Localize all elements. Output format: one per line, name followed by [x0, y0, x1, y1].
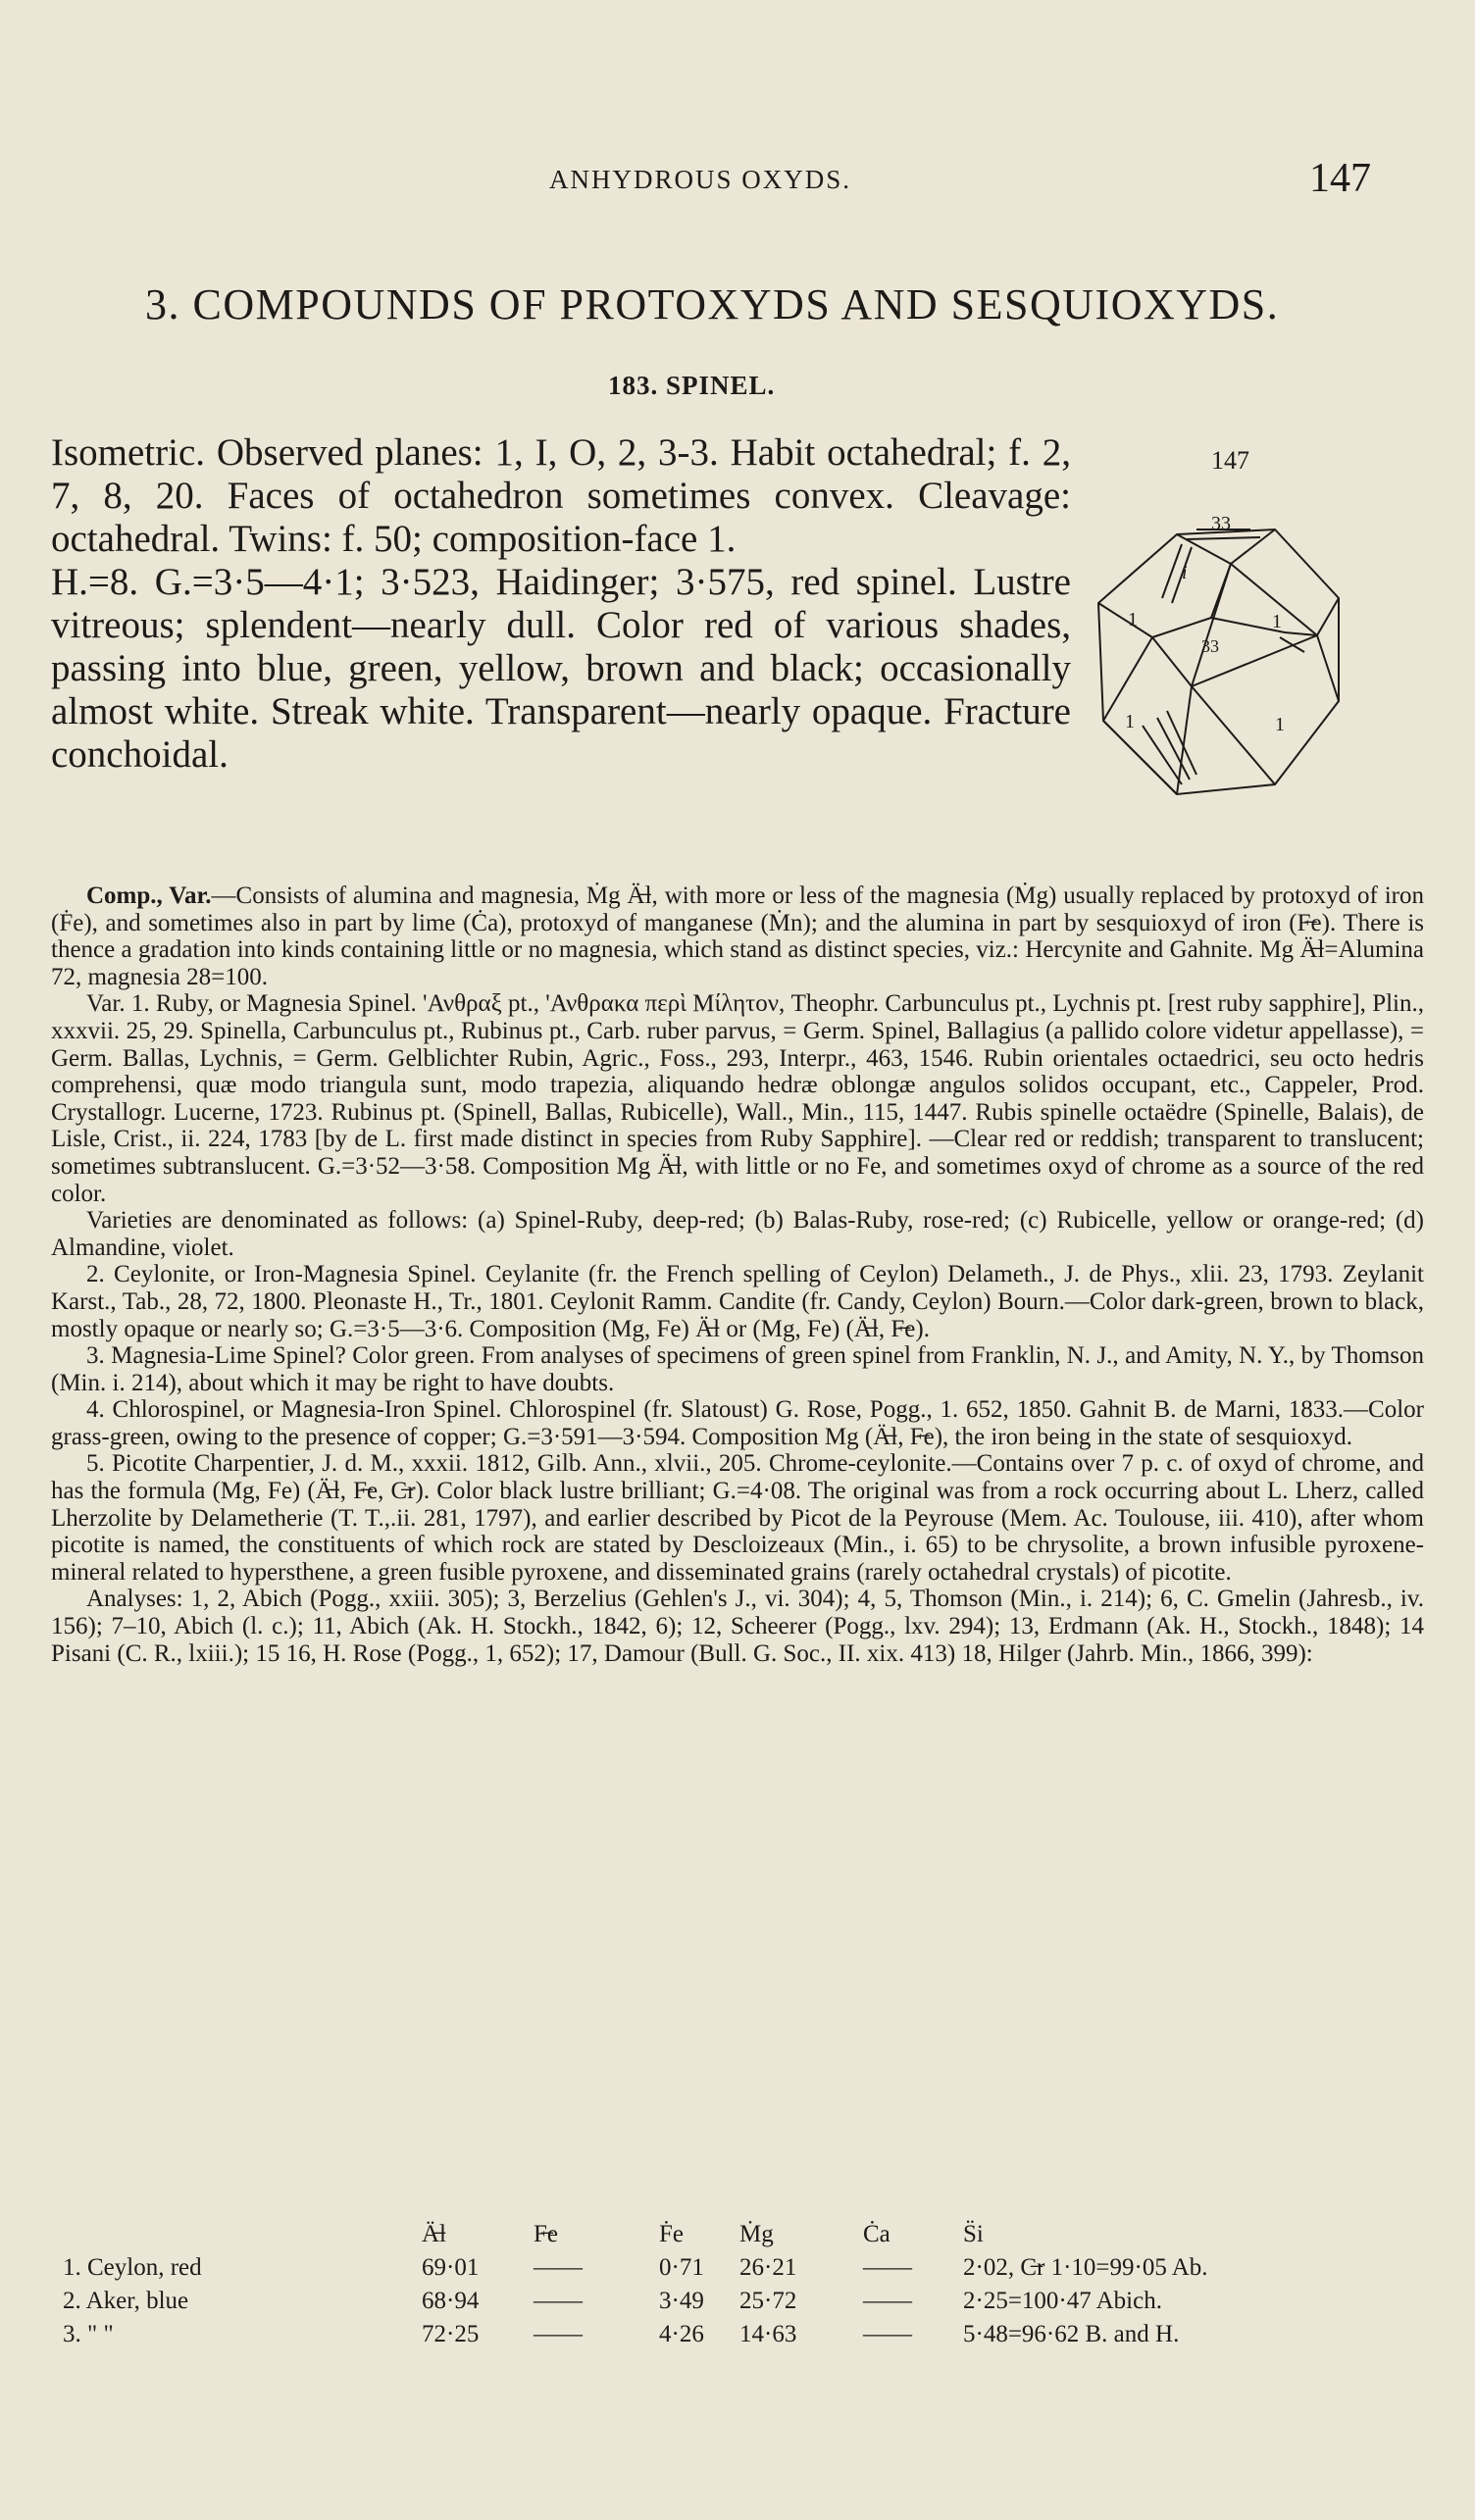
intro-description [51, 431, 1071, 777]
crystal-outline [1098, 529, 1339, 794]
paragraph-head: Comp., Var. [86, 882, 212, 909]
face-label: 1 [1272, 611, 1282, 632]
row-label: 1. Ceylon, red [63, 2254, 202, 2281]
paragraph: Analyses: 1, 2, Abich (Pogg., xxiii. 305); 3, Berzelius (Gehlen's J., vi. 304); 4, 5, Thomson (Min., i. 214); 6, C. Gmelin (Jahresb., iv. 156); 7–10, Abich (l. c.); 11, Abich (Ak. H. Stockh., 1842, 6); 12, Scheerer (Pogg., lxv. 294); 13, Erdmann (Ak. H., Stockh., 1848); 14 Pisani (C. R., lxiii.); 15 16, H. Rose (Pogg., 1, 652); 17, Damour (Bull. G. Soc., II. xix. 413) 18, Hilger (Jahrb. Min., 1866, 399): [51, 1586, 1424, 1667]
paragraph: 2. Ceylonite, or Iron-Magnesia Spinel. Ceylanite (fr. the French spelling of Ceylon) Delameth., J. de Phys., xlii. 23, 1793. Zeylanit Karst., Tab., 28, 72, 1800. Pleonaste H., Tr., 1801. Ceylonit Ramm. Candite (fr. Candy, Ceylon) Bourn.—Color dark-green, brown to black, mostly opaque or nearly so; G.=3·5—3·6. Composition (Mg, Fe) Ä̶l or (Mg, Fe) (Ä̶l, F̶e). [51, 1261, 1424, 1342]
cell: 0·71 [659, 2254, 704, 2281]
column-header: Ṁg [739, 2221, 774, 2247]
row-label: 2. Aker, blue [63, 2288, 189, 2314]
cell: 5·48=96·62 B. and H. [963, 2321, 1180, 2347]
row-label: 3. " " [63, 2321, 114, 2347]
table-row [51, 2254, 1424, 2288]
cell: 25·72 [739, 2288, 797, 2314]
table-row [51, 2321, 1424, 2354]
cell: 2·02, C̶r 1·10=99·05 Ab. [963, 2254, 1208, 2281]
column-header: Ċa [863, 2221, 890, 2247]
paragraph: Varieties are denominated as follows: (a) Spinel-Ruby, deep-red; (b) Balas-Ruby, rose-red; (c) Rubicelle, yellow or orange-red; (d) Almandine, violet. [51, 1207, 1424, 1261]
running-head: ANHYDROUS OXYDS. [549, 165, 852, 194]
face-label: 1 [1125, 711, 1135, 732]
cell: 3·49 [659, 2288, 704, 2314]
cell: 69·01 [422, 2254, 480, 2281]
cell: —— [534, 2254, 583, 2281]
paragraph: 5. Picotite Charpentier, J. d. M., xxxii. 1812, Gilb. Ann., xlvii., 205. Chrome-ceylonite.—Contains over 7 p. c. of oxyd of chrome, and has the formula (Mg, Fe) (Ä̶l, F̶e, C̶r). Color black lustre brilliant; G.=4·08. The original was from a rock occurring about L. Lherz, called Lherzolite by Delametherie (T. T.,.ii. 281, 1797), and earlier described by Picot de la Peyrouse (Mem. Ac. Toulouse, iii. 410), after whom picotite is named, the constituents of which rock are stated by Descloizeaux (Min., i. 65) to be chrysolite, a brown infusible pyroxene-mineral related to hypersthene, a green fusible pyroxene, and disseminated grains (rarely octahedral crystals) of picotite. [51, 1450, 1424, 1586]
cell: —— [534, 2288, 583, 2314]
column-header: Ḟe [659, 2221, 684, 2247]
column-header: S̈i [963, 2221, 984, 2247]
paragraph: 3. Magnesia-Lime Spinel? Color green. From analyses of specimens of green spinel from Franklin, N. J., and Amity, N. Y., by Thomson (Min. i. 214), about which it may be right to have doubts. [51, 1342, 1424, 1396]
table-header-row [51, 2221, 1424, 2254]
column-header: Ä̶l [422, 2221, 446, 2247]
face-label: 33 [1211, 513, 1231, 534]
paragraph: Var. 1. Ruby, or Magnesia Spinel. 'Ανθραξ pt., 'Ανθρακα περὶ Μίλητον, Theophr. Carbunculus pt., Lychnis pt. [rest ruby sapphire], Plin., xxxvii. 25, 29. Spinella, Carbunculus pt., Rubinus pt., Carb. ruber parvus, = Germ. Spinel, Ballagius (a pallido colore videtur appellasse), = Germ. Ballas, Lychnis, = Germ. Gelblichter Rubin, Agric., Foss., 293, Interpr., 463, 1546. Rubin orientales octaedrici, seu octo hedris comprehensi, quæ modo triangula sunt, modo trapezia, aliquando hedræ oblongæ angulos solidos occupant, etc., Cappeler, Prod. Crystallogr. Lucerne, 1723. Rubinus pt. (Spinell, Ballas, Rubicelle), Wall., Min., 115, 1447. Rubis spinelle octaëdre (Spinelle, Balais), de Lisle, Crist., ii. 224, 1783 [by de L. first made distinct in species from Ruby Sapphire]. —Clear red or reddish; transparent to translucent; sometimes subtranslucent. G.=3·52—3·58. Composition Mg Ä̶l, with little or no Fe, and sometimes oxyd of chrome as a source of the red color. [51, 990, 1424, 1207]
paragraph: 4. Chlorospinel, or Magnesia-Iron Spinel. Chlorospinel (fr. Slatoust) G. Rose, Pogg., 1. 652, 1850. Gahnit B. de Marni, 1833.—Color grass-green, owing to the presence of copper; G.=3·591—3·594. Composition Mg (Ä̶l, F̶e), the iron being in the state of sesquioxyd. [51, 1396, 1424, 1450]
description-body [51, 882, 1424, 1667]
paragraph-text: —Consists of alumina and magnesia, Ṁg Ä̶l, with more or less of the magnesia (Ṁg) usually replaced by protoxyd of iron (Ḟe), and sometimes also in part by lime (Ċa), protoxyd of manganese (Ṁn); and the alumina in part by sesquioxyd of iron (F̶e). There is thence a gradation into kinds containing little or no magnesia, which stand as distinct species, viz.: Hercynite and Gahnite. Mg Ä̶l=Alumina 72, magnesia 28=100. [51, 882, 1424, 990]
cell: —— [863, 2321, 912, 2347]
cell: —— [534, 2321, 583, 2347]
cell: —— [863, 2288, 912, 2314]
crystal-figure [1084, 490, 1407, 838]
cell: 2·25=100·47 Abich. [963, 2288, 1162, 2314]
table-row [51, 2288, 1424, 2321]
intro-paragraph: Isometric. Observed planes: 1, I, O, 2, 3-3. Habit octahedral; f. 2, 7, 8, 20. Faces of octahedron sometimes convex. Cleavage: octahedral. Twins: f. 50; composition-face 1. [51, 431, 1071, 560]
face-label: 1 [1275, 714, 1285, 735]
cell: 4·26 [659, 2321, 704, 2347]
cell: 14·63 [739, 2321, 797, 2347]
figure-number: 147 [1211, 446, 1249, 475]
species-title: 183. SPINEL. [608, 371, 776, 400]
page-number: 147 [1309, 156, 1371, 201]
column-header: F̶e [534, 2221, 558, 2247]
face-label: i [1182, 562, 1188, 583]
cell: 68·94 [422, 2288, 480, 2314]
face-label: 33 [1201, 636, 1219, 656]
face-label: 1 [1128, 609, 1138, 630]
intro-paragraph: H.=8. G.=3·5—4·1; 3·523, Haidinger; 3·575, red spinel. Lustre vitreous; splendent—nearly dull. Color red of various shades, passing into blue, green, yellow, brown and black; occasionally almost white. Streak white. Transparent—nearly opaque. Fracture conchoidal. [51, 561, 1071, 776]
analyses-table [51, 2221, 1424, 2354]
cell: 26·21 [739, 2254, 797, 2281]
paragraph [51, 882, 1424, 990]
cell: —— [863, 2254, 912, 2281]
cell: 72·25 [422, 2321, 480, 2347]
section-title: 3. COMPOUNDS OF PROTOXYDS AND SESQUIOXYDS. [145, 280, 1280, 328]
